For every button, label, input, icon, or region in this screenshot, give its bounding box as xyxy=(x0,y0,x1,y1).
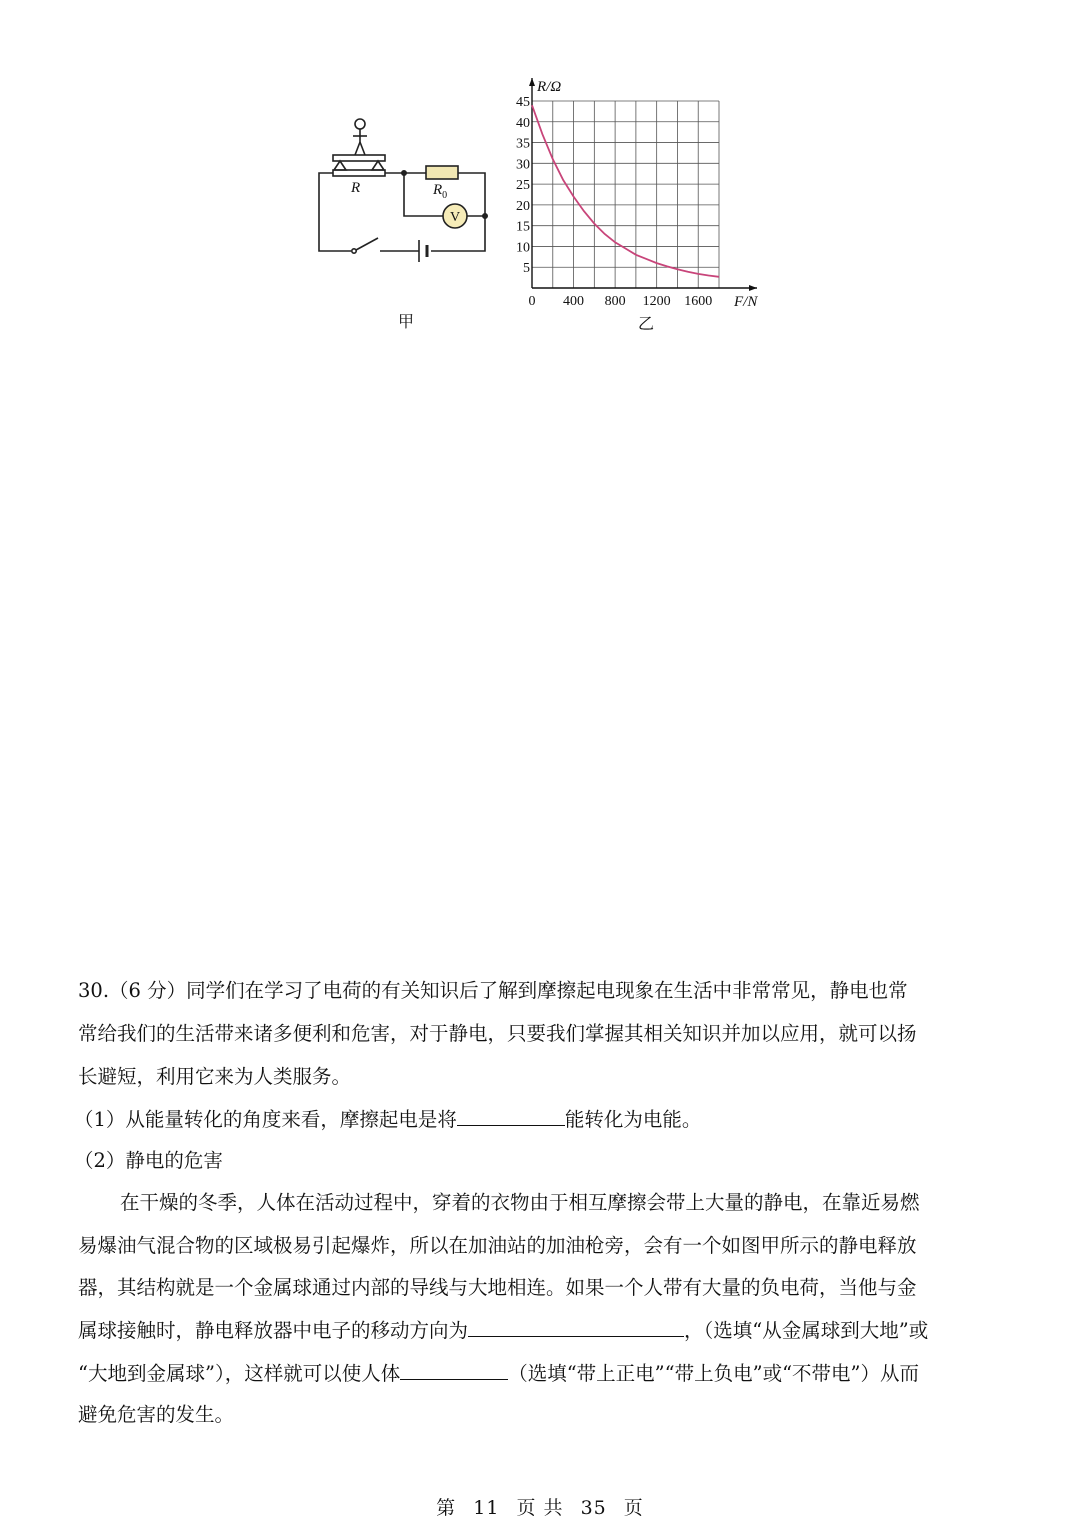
resistance-force-chart xyxy=(516,78,758,310)
x-axis-arrow-icon xyxy=(749,285,757,291)
page-total: 35 xyxy=(580,1497,607,1519)
question-stem-line: 常给我们的生活带来诸多便利和危害，对于静电，只要我们掌握其相关知识并加以应用，就可以扬 xyxy=(78,1022,917,1045)
battery-icon xyxy=(402,240,427,262)
pressure-resistor-r xyxy=(333,170,385,176)
x-axis-label: F/N xyxy=(734,294,758,310)
answer-blank-2[interactable] xyxy=(468,1316,684,1337)
answer-blank-3[interactable] xyxy=(400,1359,508,1380)
paragraph-line-with-blank: “大地到金属球”），这样就可以使人体 （选填“带上正电”“带上负电”或“不带电”）从而 xyxy=(78,1359,1008,1388)
switch-icon xyxy=(352,238,402,253)
x-tick-label: 0 xyxy=(528,294,536,309)
pressure-plate xyxy=(333,155,385,161)
label-r: R xyxy=(351,180,361,196)
answer-blank-1[interactable] xyxy=(457,1105,565,1126)
paragraph-line: 避免危害的发生。 xyxy=(78,1403,235,1426)
y-axis-label: R/Ω xyxy=(537,79,562,95)
paragraph-line: 易爆油气混合物的区域极易引起爆炸，所以在加油站的加油枪旁，会有一个如图甲所示的静电释放 xyxy=(78,1234,917,1257)
y-tick-label: 5 xyxy=(523,261,530,277)
r-f-curve xyxy=(532,105,719,277)
y-tick-label: 15 xyxy=(516,219,530,235)
figure-area xyxy=(0,0,1080,345)
voltmeter-label: V xyxy=(449,210,461,225)
sub-question-2-title: （2）静电的危害 xyxy=(74,1149,223,1172)
question-stem-line: 30.（6 分）同学们在学习了电荷的有关知识后了解到摩擦起电现象在生活中非常常见，静电也常 xyxy=(78,979,908,1002)
label-r0-sub: 0 xyxy=(442,190,448,201)
person-icon xyxy=(353,119,367,155)
y-tick-label: 40 xyxy=(516,115,530,131)
paragraph-line: 在干燥的冬季，人体在活动过程中，穿着的衣物由于相互摩擦会带上大量的静电，在靠近易燃 xyxy=(120,1191,920,1214)
caption-left: 甲 xyxy=(397,312,415,331)
x-tick-label: 1600 xyxy=(684,294,713,309)
resistor-r0 xyxy=(426,166,458,179)
y-tick-label: 45 xyxy=(516,95,530,110)
y-tick-label: 25 xyxy=(516,178,530,194)
plate-support-icon xyxy=(372,161,384,170)
label-r0: $R_0$ xyxy=(433,182,448,201)
page-footer: 第 11 页 共 35 页 xyxy=(436,1497,644,1519)
x-tick-label: 800 xyxy=(604,294,626,309)
y-tick-label: 20 xyxy=(516,198,530,214)
x-tick-label: 400 xyxy=(563,294,585,309)
y-tick-label: 30 xyxy=(516,157,530,173)
paragraph-line-with-blank: 属球接触时，静电释放器中电子的移动方向为 ，（选填“从金属球到大地”或 xyxy=(78,1316,1008,1345)
sub-question-1: （1）从能量转化的角度来看，摩擦起电是将 能转化为电能。 xyxy=(74,1105,1004,1134)
plate-support-icon xyxy=(334,161,346,170)
x-tick-label: 1200 xyxy=(642,294,671,309)
question-stem-line: 长避短，利用它来为人类服务。 xyxy=(78,1065,352,1088)
circuit-diagram xyxy=(319,119,487,262)
caption-right: 乙 xyxy=(637,314,655,333)
y-tick-label: 10 xyxy=(516,240,530,256)
paragraph-line: 器，其结构就是一个金属球通过内部的导线与大地相连。如果一个人带有大量的负电荷，当他与金 xyxy=(78,1276,917,1299)
y-tick-label: 35 xyxy=(516,136,530,152)
page-number: 11 xyxy=(473,1497,500,1519)
y-axis-arrow-icon xyxy=(529,78,535,86)
